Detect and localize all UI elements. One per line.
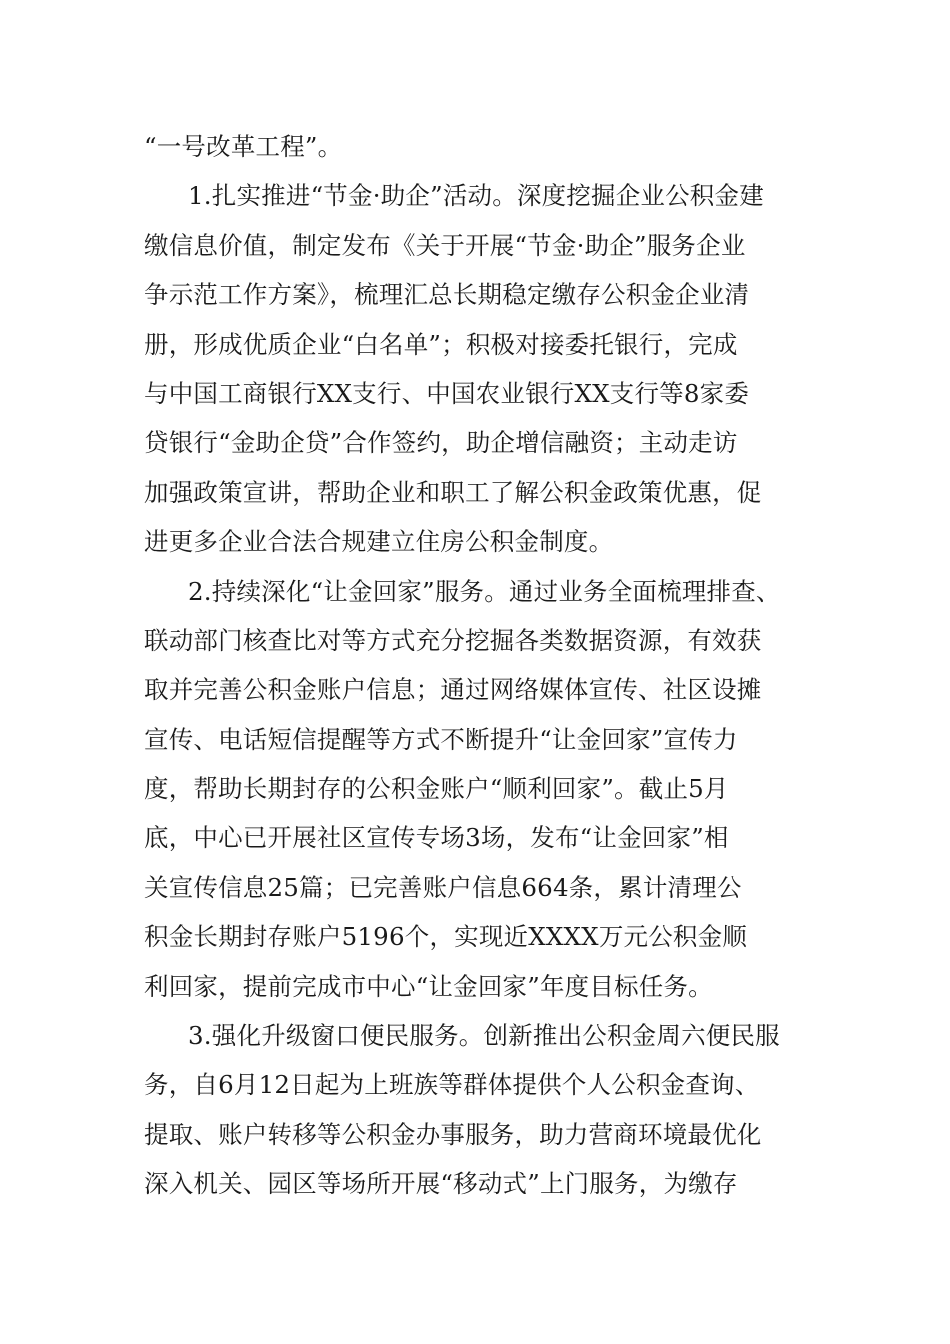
text-line: 宣传、电话短信提醒等方式不断提升“让金回家”宣传力: [144, 724, 738, 754]
text-line: 底，中心已开展社区宣传专场3场，发布“让金回家”相: [144, 823, 729, 853]
text-line: 进更多企业合法合规建立住房公积金制度。: [144, 527, 614, 557]
text-line: 缴信息价值，制定发布《关于开展“节金·助企”服务企业: [144, 230, 746, 260]
text-line: 务，自6月12日起为上班族等群体提供个人公积金查询、: [144, 1070, 760, 1100]
text-line: “一号改革工程”。: [144, 132, 343, 161]
text-line: 利回家，提前完成市中心“让金回家”年度目标任务。: [144, 971, 713, 1001]
text-line: 贷银行“金助企贷”合作签约，助企增信融资；主动走访: [144, 428, 738, 458]
text-line: 关宣传信息25篇；已完善账户信息664条，累计清理公: [144, 872, 742, 902]
text-line: 取并完善公积金账户信息；通过网络媒体宣传、社区设摊: [144, 675, 762, 705]
text-line: 加强政策宣讲，帮助企业和职工了解公积金政策优惠，促: [144, 477, 762, 507]
text-line: 争示范工作方案》，梳理汇总长期稳定缴存公积金企业清: [144, 280, 750, 310]
text-line: 册，形成优质企业“白名单”；积极对接委托银行，完成: [144, 329, 738, 359]
text-line: 联动部门核查比对等方式充分挖掘各类数据资源，有效获: [144, 625, 762, 655]
paragraph-first-line: 1.扎实推进“节金·助企”活动。深度挖掘企业公积金建: [188, 181, 764, 211]
paragraph-first-line: 3.强化升级窗口便民服务。创新推出公积金周六便民服: [188, 1021, 780, 1051]
text-line: 积金长期封存账户5196个，实现近XXXX万元公积金顺: [144, 922, 748, 952]
body-text: [144, 122, 814, 1209]
text-line: 深入机关、园区等场所开展“移动式”上门服务，为缴存: [144, 1169, 738, 1199]
text-line: 与中国工商银行XX支行、中国农业银行XX支行等8家委: [144, 378, 750, 408]
paragraph-first-line: 2.持续深化“让金回家”服务。通过业务全面梳理排查、: [188, 576, 781, 606]
text-line: 度，帮助长期封存的公积金账户“顺利回家”。截止5月: [144, 774, 729, 804]
text-line: 提取、账户转移等公积金办事服务，助力营商环境最优化: [144, 1119, 762, 1149]
